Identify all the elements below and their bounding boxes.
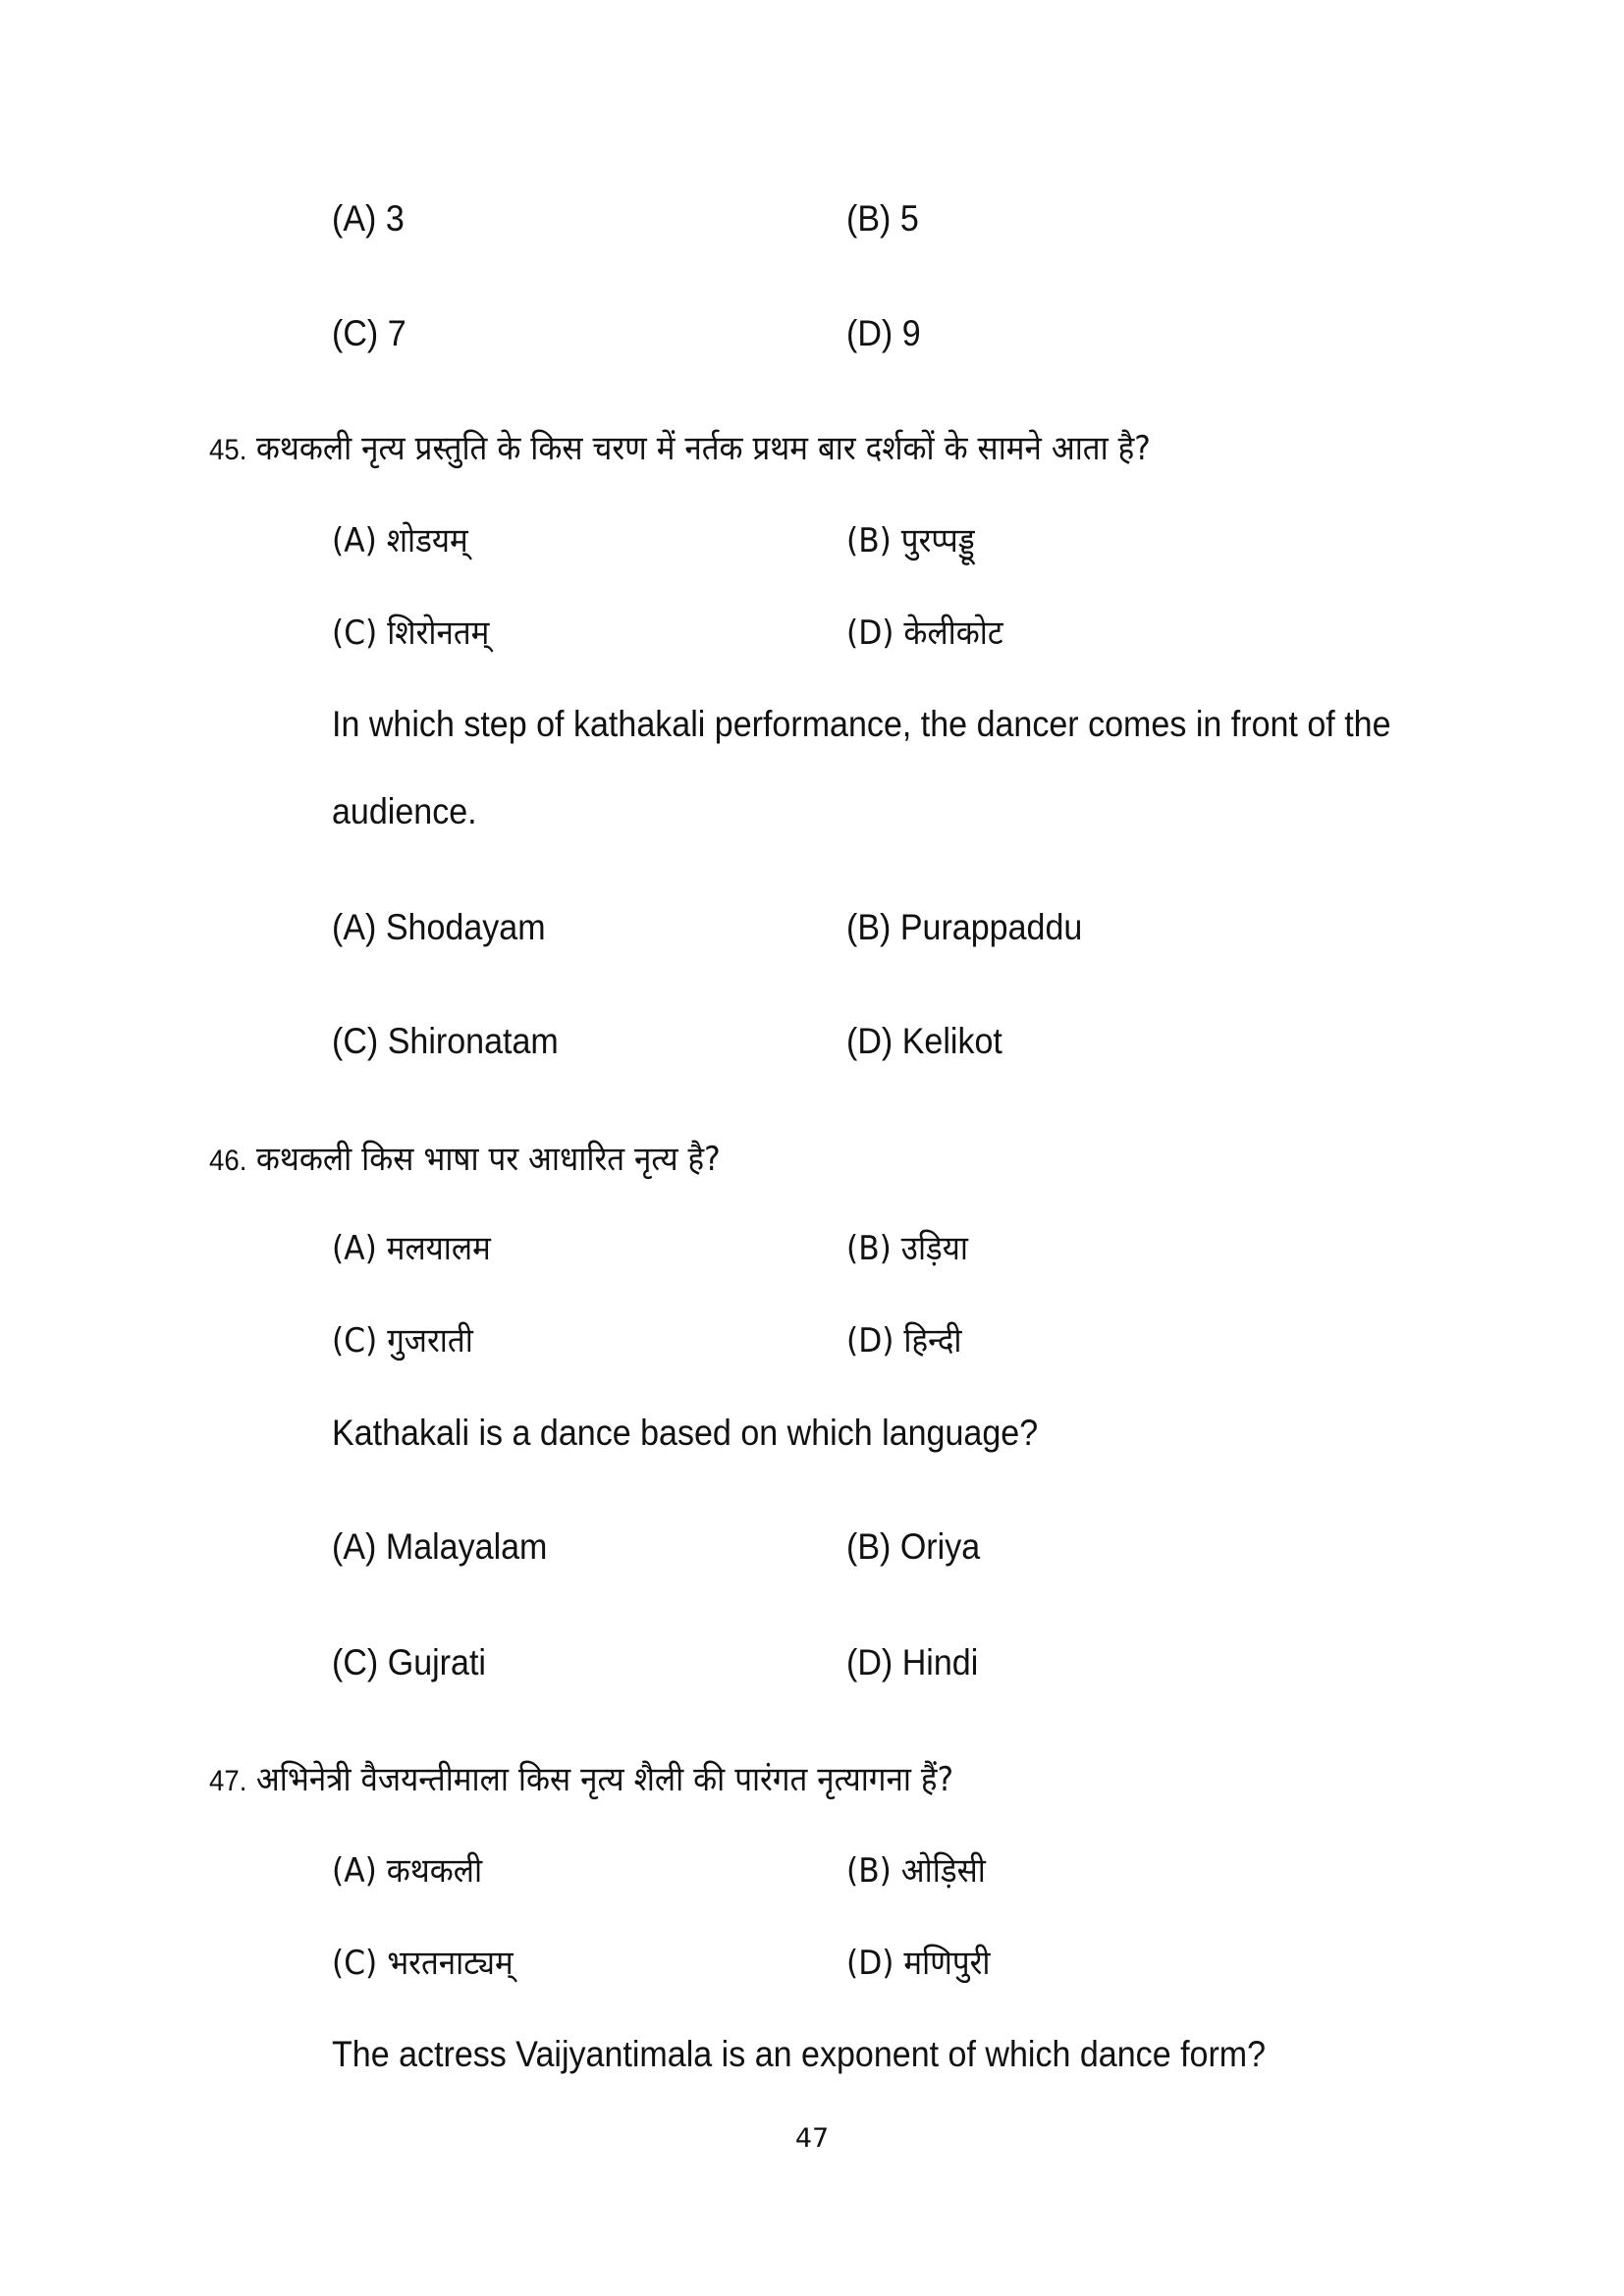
option-d: (D) 9 [846, 313, 921, 353]
option-a: (A) शोडयम् [332, 521, 468, 561]
option-a: (A) कथकली [332, 1851, 483, 1891]
question-number: 46. [209, 1145, 247, 1177]
option-a: (A) Shodayam [332, 907, 546, 947]
option-d: (D) मणिपुरी [846, 1944, 991, 1983]
question-46-hindi [209, 1137, 721, 1183]
option-d: (D) Kelikot [846, 1021, 1002, 1061]
option-c: (C) गुजराती [332, 1321, 473, 1361]
question-number: 47. [209, 1765, 247, 1797]
option-d: (D) हिन्दी [846, 1321, 962, 1361]
option-a: (A) Malayalam [332, 1526, 548, 1567]
page-number: 47 [794, 2123, 830, 2154]
option-c: (C) Gujrati [332, 1642, 486, 1682]
option-d: (D) Hindi [846, 1642, 979, 1682]
option-b: (B) ओड़िसी [846, 1851, 986, 1891]
question-45-english-cont: audience. [332, 791, 477, 831]
option-b: (B) उड़िया [846, 1229, 969, 1268]
question-text: कथकली नृत्य प्रस्तुति के किस चरण में नर्तक प्रथम बार दर्शकों के सामने आता है? [255, 429, 1151, 468]
question-47-english: The actress Vaijyantimala is an exponent of which dance form? [332, 2034, 1267, 2074]
option-b: (B) 5 [846, 198, 919, 239]
question-45-english: In which step of kathakali performance, the dancer comes in front of the [332, 704, 1391, 744]
option-b: (B) Oriya [846, 1526, 981, 1567]
option-d: (D) केलीकोट [846, 614, 1003, 653]
option-c: (C) Shironatam [332, 1021, 559, 1061]
question-text: अभिनेत्री वैजयन्तीमाला किस नृत्य शैली की पारंगत नृत्यागना हैं? [255, 1760, 954, 1799]
option-c: (C) 7 [332, 313, 406, 353]
question-number: 45. [209, 434, 247, 466]
option-b: (B) पुरप्पड्डू [846, 521, 975, 561]
question-47-hindi [209, 1757, 953, 1803]
option-c: (C) भरतनाट्यम् [332, 1944, 514, 1983]
question-text: कथकली किस भाषा पर आधारित नृत्य है? [255, 1140, 721, 1179]
option-a: (A) 3 [332, 198, 405, 239]
question-45-hindi [209, 426, 1151, 472]
option-b: (B) Purappaddu [846, 907, 1083, 947]
question-46-english: Kathakali is a dance based on which language? [332, 1413, 1039, 1453]
option-c: (C) शिरोनतम् [332, 614, 490, 653]
option-a: (A) मलयालम [332, 1229, 491, 1268]
